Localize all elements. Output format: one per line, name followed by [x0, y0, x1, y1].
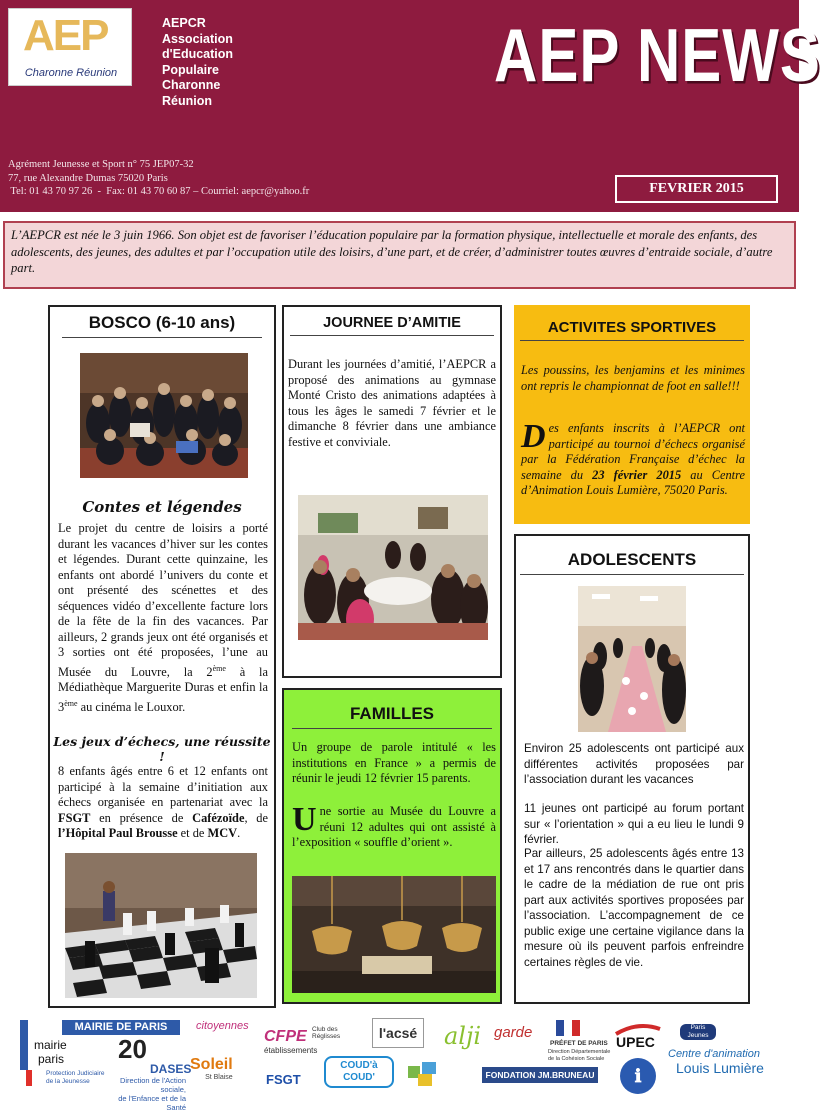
prefet-label: PRÉFET DE PARIS: [550, 1040, 608, 1047]
arrondissement-number: 20: [118, 1034, 147, 1064]
ados-section: [514, 534, 750, 1004]
logo-letters: AEP: [23, 11, 108, 60]
centre-animation-logo: Centre d'animation Louis Lumière: [668, 1048, 764, 1076]
contact-address: Agrément Jeunesse et Sport n° 75 JEP07-32 77, rue Alexandre Dumas 75020 Paris Tel: 01 43 70 97 26 - Fax: 01 43 70 60 87 – Courriel: aepcr@yahoo.fr: [8, 159, 310, 197]
pjj-logo: Protection Judiciaire de la Jeunesse: [26, 1070, 105, 1086]
bosco-title: BOSCO (6-10 ans): [62, 313, 262, 338]
upec-swoosh-icon: [616, 1022, 660, 1032]
ados-mediation-text: Par ailleurs, 25 adolescents âgés entre 13 et 17 ans rencontrés dans le quartier dans le cadre de la médiation de rue ont pris part aux activités sportives proposées par l’association. L’accompagnement de ce public exige une certaine vigilance dans la mesure où ils peuvent parfois enfreindre certaines règles de vie.: [524, 847, 744, 969]
mairie-20-logo: mairie paris: [20, 1020, 62, 1070]
louvre-photo: [292, 876, 496, 993]
ddcs-label: Direction Départementale de la Cohésion Sociale: [548, 1049, 611, 1062]
amitie-text: Durant les journées d’amitié, l’AEPCR a proposé des animations au gymnase Monté Cristo des animations adaptées à tous les âges le samedi 7 février et le dimanche 8 février dans une ambiance festive et conviviale.: [288, 357, 496, 449]
familles-section: [282, 688, 502, 1004]
soleil-logo: Soleil St Blaise: [190, 1056, 233, 1081]
header-banner: [0, 0, 821, 212]
info-circle-icon: ℹ: [620, 1058, 656, 1094]
dases-logo: DASES: [150, 1062, 192, 1076]
familles-title: FAMILLES: [292, 704, 492, 729]
alji-logo: alji: [444, 1022, 482, 1050]
bosco-contes-text: Le projet du centre de loisirs a porté durant les vacances d’hiver sur les contes et légendes. Durant cette quinzaine, les enfants ont abordé l’univers du conte et ont présenté des scénettes et des séquences vidéo d’excellente facture lors de la fête de la fin des vacances. Par ailleurs, 2 grands jeux ont été organisés et 3 sorties ont été proposées, l’une au Musée du Louvre, la 2ème à la Médiathèque Marguerite Duras et enfin la 3ème au cinéma le Louxor.: [58, 521, 268, 714]
newsletter-title: AEP NEWS: [494, 13, 821, 97]
upec-logo: UPEC: [616, 1034, 655, 1050]
ados-activites-text: Environ 25 adolescents ont participé aux différentes activités proposées par l’association durant les vacances: [524, 742, 744, 786]
familles-louvre-text: Une sortie au Musée du Louvre a réuni 12 adultes qui ont assisté à l’exposition « souffle d’orient ».: [292, 801, 496, 849]
association-name: AEPCR Association d'Education Populaire Charonne Réunion: [162, 16, 234, 108]
familles-parole-text: Un groupe de parole intitulé « les institutions en France » a permis de réunir le jeudi 12 février 15 parents.: [292, 740, 496, 785]
sport-echecs-text: Des enfants inscrits à l’AEPCR ont participé au tournoi d’échecs organisé par la Fédération Française d’échec la semaine du 23 février 2015 au Centre d’Animation Louis Lumière, 75020 Paris.: [521, 418, 745, 497]
amitie-title: JOURNEE D’AMITIE: [290, 315, 494, 336]
puzzle-icon: [406, 1060, 440, 1088]
mairie-de-paris-logo: MAIRIE DE PARIS: [62, 1020, 180, 1035]
amitie-photo: [298, 495, 488, 640]
bosco-echecs-text: 8 enfants âgés entre 6 et 12 enfants ont participé à la semaine d’initiation aux échecs organisée en partenariat avec la FSGT en présence de Cafézoïde, de l’Hôpital Paul Brousse et de MCV.: [58, 764, 269, 840]
amitie-section: [282, 305, 502, 678]
paris-jeunes-logo: Paris Jeunes: [680, 1024, 716, 1040]
giant-chess-photo: [65, 853, 257, 998]
partner-logos: [0, 1012, 799, 1112]
issue-date: FEVRIER 2015: [615, 175, 778, 203]
ados-photo: [578, 586, 686, 732]
citoyennes-logo: citoyennes: [196, 1020, 249, 1032]
club-reglisses-logo: Club des Réglisses: [312, 1026, 341, 1040]
dases-subtitle: Direction de l'Action sociale, de l'Enfance et de la Santé: [118, 1076, 186, 1112]
cfpe-logo: CFPE établissements: [264, 1028, 318, 1055]
fondation-bruneau-logo: FONDATION JM.BRUNEAU: [482, 1067, 598, 1083]
bosco-group-photo: [80, 353, 248, 478]
sport-foot-text: Les poussins, les benjamins et les minimes ont repris le championnat de foot en salle!!!: [521, 363, 745, 393]
bosco-subheading-echecs: Les jeux d’échecs, une réussite !: [53, 734, 271, 764]
aepcr-logo: [8, 8, 132, 86]
logo-subtitle: Charonne Réunion: [24, 67, 118, 79]
ados-forum-text: 11 jeunes ont participé au forum portant sur « l’orientation » qui a eu lieu le lundi 9 février.: [524, 802, 744, 846]
bosco-subheading-contes: Contes et légendes: [82, 498, 242, 516]
garde-logo: garde: [494, 1024, 533, 1041]
acse-logo: l'acsé: [372, 1018, 424, 1048]
sport-title: ACTIVITES SPORTIVES: [520, 319, 744, 341]
bosco-section: [48, 305, 276, 1008]
mission-statement: L’AEPCR est née le 3 juin 1966. Son objet est de favoriser l’éducation populaire par la formation physique, intellectuelle et morale des enfants, des adolescents, des jeunes, des adultes et par l’occupation utile des loisirs, d’une part, et de créer, d’administrer toutes œuvres d’entraide sociale, d’autre part.: [3, 221, 796, 289]
prefet-de-paris-logo: [556, 1020, 612, 1041]
fsgt-logo: FSGT: [266, 1072, 301, 1087]
coud-a-coud-logo: COUD'à COUD': [324, 1056, 394, 1088]
sport-section: [514, 305, 750, 524]
ados-title: ADOLESCENTS: [520, 550, 744, 575]
